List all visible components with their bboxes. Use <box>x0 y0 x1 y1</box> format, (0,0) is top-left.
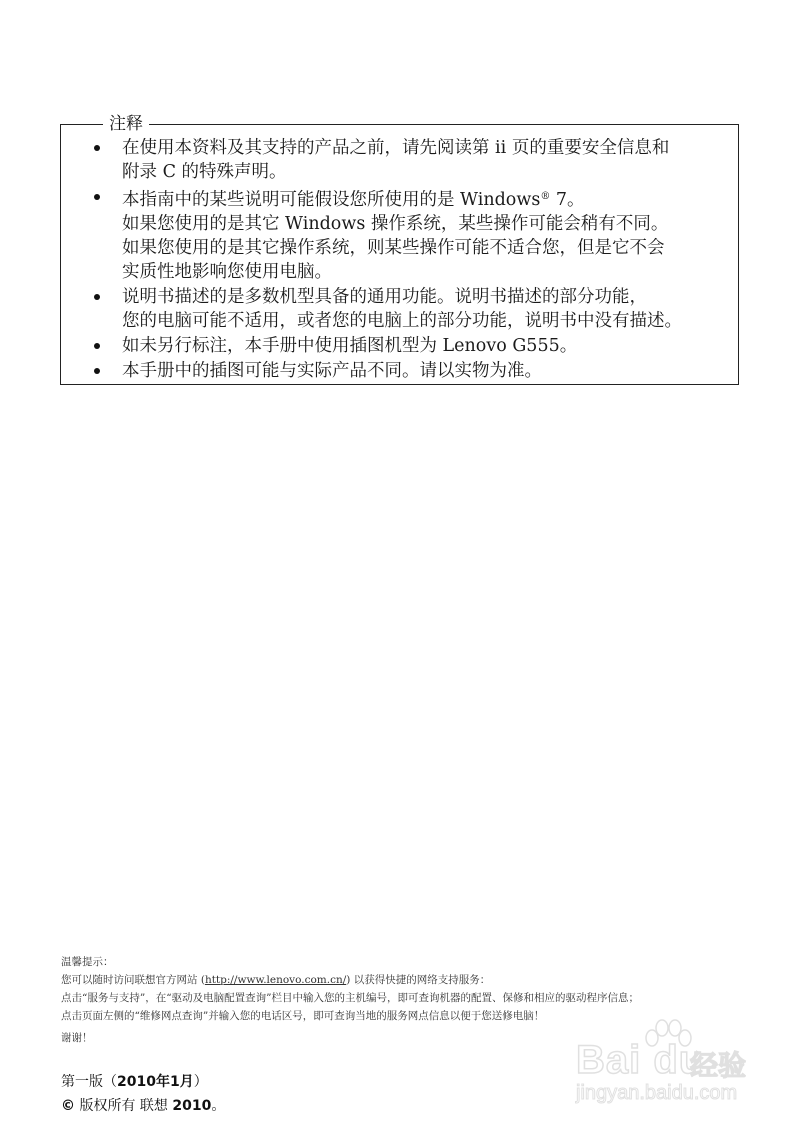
note-item <box>94 334 734 358</box>
edition-label: 第一版（ <box>61 1074 117 1090</box>
note-list <box>94 136 734 384</box>
tips-line: 点击“服务与支持”，在“驱动及电脑配置查询”栏目中输入您的主机编号，即可查询机器的配置、保修和相应的驱动程序信息； <box>61 992 639 1004</box>
note-title: 注释 <box>103 112 149 136</box>
baidu-logo: Bai du <box>576 1038 705 1082</box>
bullet-icon <box>94 368 100 374</box>
tips-section <box>61 953 639 1047</box>
copyright-text: 版权所有 联想 <box>75 1098 173 1114</box>
edition-date: 2010年1月 <box>117 1074 194 1090</box>
note-item <box>94 136 734 184</box>
tips-thanks: 谢谢！ <box>61 1032 93 1044</box>
note-item <box>94 285 734 333</box>
edition-label: ） <box>193 1074 208 1090</box>
bullet-icon <box>94 343 100 349</box>
copyright-end: 。 <box>211 1098 226 1114</box>
note-line-text: 7。 <box>550 190 585 210</box>
watermark-url: jingyan.baidu.com <box>576 1082 738 1104</box>
note-line: 附录 C 的特殊声明。 <box>122 162 287 182</box>
copyright-icon: © <box>61 1098 75 1114</box>
copyright-line <box>61 1094 225 1118</box>
bullet-icon <box>94 294 100 300</box>
note-line: 如果您使用的是其它操作系统，则某些操作可能不适合您，但是它不会 <box>122 238 665 258</box>
note-line: 本手册中的插图可能与实际产品不同。请以实物为准。 <box>122 361 542 381</box>
bullet-icon <box>94 194 100 200</box>
bullet-icon <box>94 145 100 151</box>
baidu-watermark <box>568 1014 768 1114</box>
copyright-year: 2010 <box>172 1098 212 1114</box>
note-line: 如未另行标注，本手册中使用插图机型为 Lenovo G555。 <box>122 336 578 356</box>
lenovo-website-link[interactable]: http://www.lenovo.com.cn/ <box>204 974 347 986</box>
note-item <box>94 359 734 383</box>
note-line: 在使用本资料及其支持的产品之前，请先阅读第 ii 页的重要安全信息和 <box>122 138 670 158</box>
note-line <box>122 185 734 212</box>
note-line-text: 本指南中的某些说明可能假设您所使用的是 Windows <box>122 190 541 210</box>
tips-line <box>61 971 639 989</box>
note-line: 如果您使用的是其它 Windows 操作系统，某些操作可能会稍有不同。 <box>122 214 669 234</box>
note-line: 说明书描述的是多数机型具备的通用功能。说明书描述的部分功能， <box>122 287 647 307</box>
tips-text: 您可以随时访问联想官方网站 ( <box>61 974 205 986</box>
edition-info <box>61 1070 225 1118</box>
tips-line: 点击页面左侧的“维修网点查询”并输入您的电话区号，即可查询当地的服务网点信息以便于您送修电脑！ <box>61 1010 545 1022</box>
note-item <box>94 185 734 284</box>
note-line: 实质性地影响您使用电脑。 <box>122 262 332 282</box>
jingyan-label: 经验 <box>690 1049 747 1082</box>
edition-line <box>61 1070 225 1094</box>
tips-heading: 温馨提示： <box>61 956 114 968</box>
note-line: 您的电脑可能不适用，或者您的电脑上的部分功能，说明书中没有描述。 <box>122 311 682 331</box>
tips-text: ) 以获得快捷的网络支持服务： <box>346 974 491 986</box>
registered-mark: ® <box>540 191 551 202</box>
